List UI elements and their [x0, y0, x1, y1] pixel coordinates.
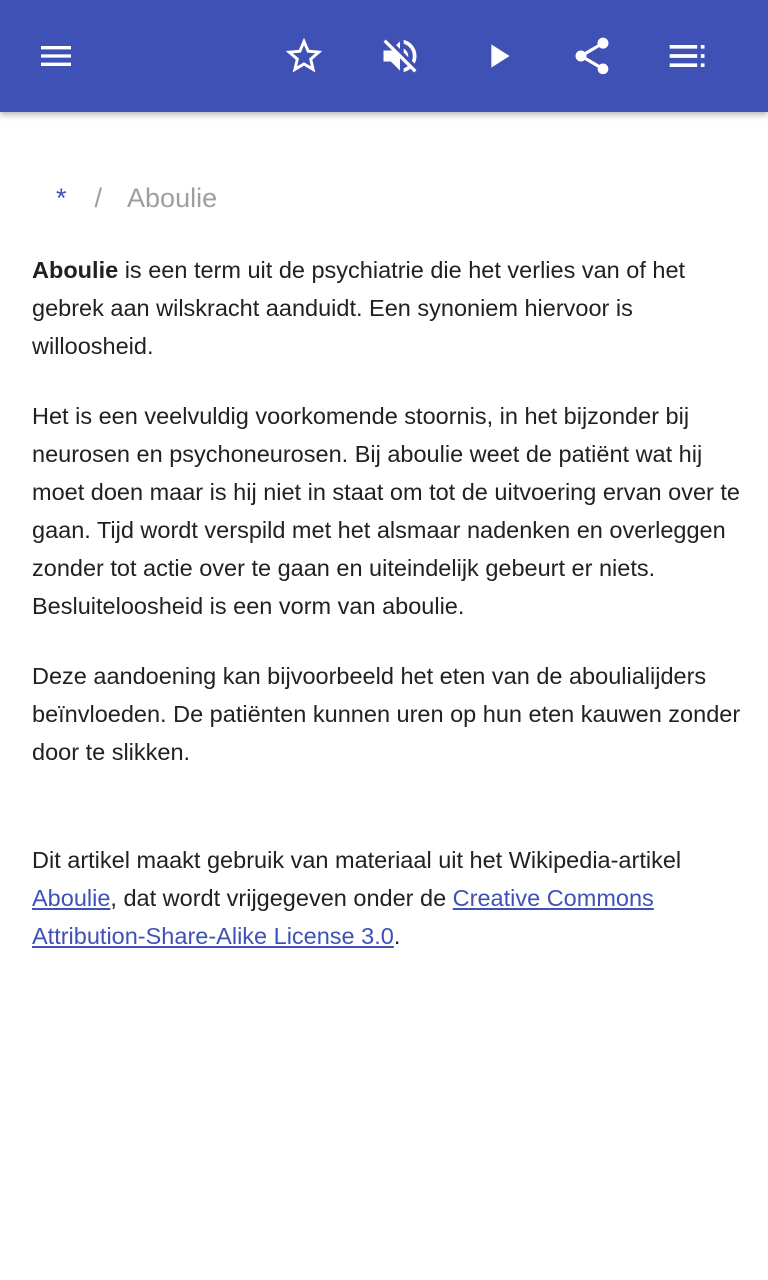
wikipedia-article-link[interactable]: Aboulie — [32, 885, 111, 911]
volume-off-icon — [378, 34, 422, 78]
license-link[interactable]: Creative Commons Attribution-Share-Alike License 3.0 — [32, 885, 654, 949]
article-paragraph-1 — [32, 251, 742, 365]
menu-button[interactable] — [28, 28, 84, 84]
share-icon — [570, 34, 614, 78]
menu-icon — [36, 36, 76, 76]
mute-button[interactable] — [372, 28, 428, 84]
breadcrumb — [32, 180, 742, 216]
attribution-text-middle: , dat wordt vrijgegeven onder de — [110, 885, 453, 911]
play-button[interactable] — [470, 28, 526, 84]
attribution-text-after: . — [393, 923, 401, 949]
article-paragraph-1-text: is een term uit de psychiatrie die het verlies van of het gebrek aan wilskracht aanduidt. Een synoniem hiervoor is willoosheid. — [32, 257, 686, 359]
attribution-notice — [32, 841, 742, 955]
breadcrumb-separator: / — [94, 182, 103, 213]
article-content — [32, 112, 742, 955]
contents-button[interactable] — [660, 28, 716, 84]
article-paragraph-3: Deze aandoening kan bijvoorbeeld het eten van de aboulialijders beïnvloeden. De patiënten kunnen uren op hun eten kauwen zonder door te slikken. — [32, 663, 741, 765]
breadcrumb-home-link[interactable]: * — [56, 182, 67, 213]
star-outline-icon — [282, 34, 326, 78]
play-icon — [478, 36, 518, 76]
breadcrumb-current: Aboulie — [127, 182, 218, 213]
share-button[interactable] — [564, 28, 620, 84]
playlist-icon — [666, 34, 710, 78]
attribution-text-before: Dit artikel maakt gebruik van materiaal uit het Wikipedia-artikel — [32, 847, 682, 873]
article-paragraph-2: Het is een veelvuldig voorkomende stoornis, in het bijzonder bij neurosen en psychoneurosen. Bij aboulie weet de patiënt wat hij moet doen maar is hij niet in staat om tot de uitvoering ervan over te gaan. Tijd wordt verspild met het alsmaar nadenken en overleggen zonder tot actie over te gaan en uiteindelijk gebeurt er niets. Besluiteloosheid is een vorm van aboulie. — [32, 403, 740, 619]
bookmark-button[interactable] — [276, 28, 332, 84]
article-term: Aboulie — [32, 257, 119, 283]
app-toolbar — [0, 0, 768, 112]
